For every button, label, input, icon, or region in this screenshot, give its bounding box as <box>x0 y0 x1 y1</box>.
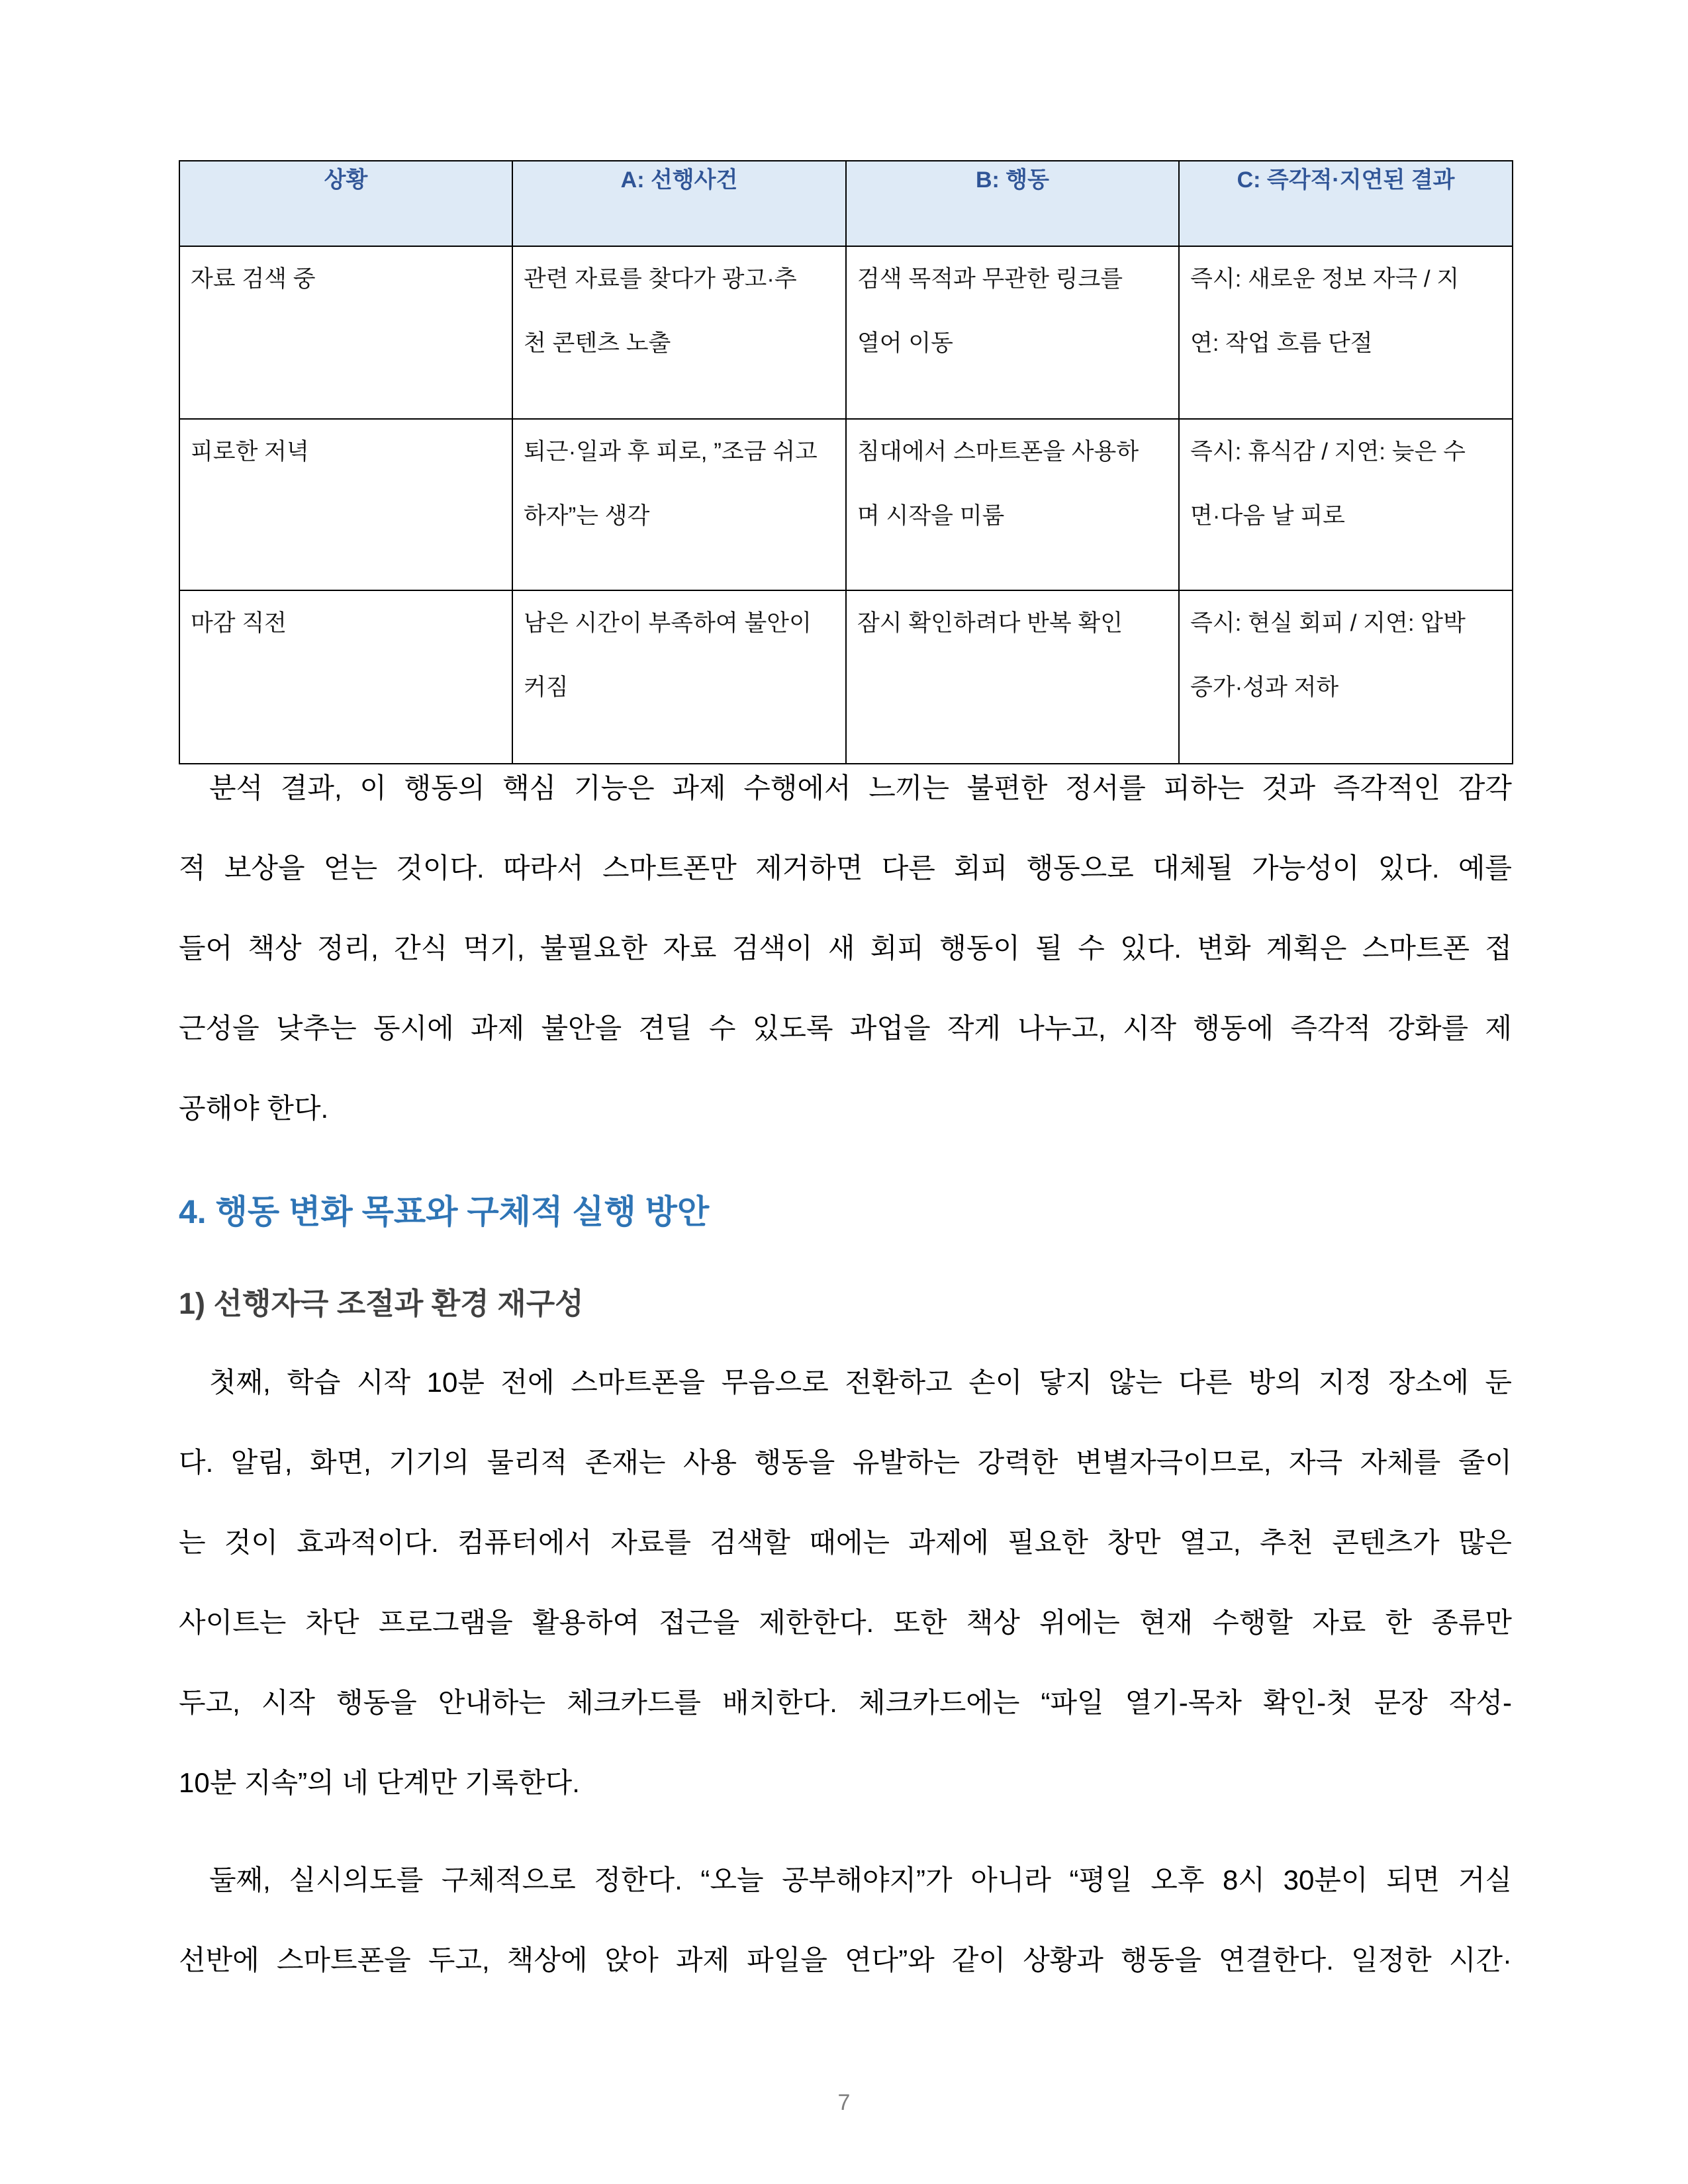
table-cell-consequence <box>1179 246 1513 419</box>
cell-text-line: 하자”는 생각 <box>524 503 650 529</box>
paragraph-line: 선반에 스마트폰을 두고, 책상에 앉아 과제 파일을 연다”와 같이 상황과 행동을 연결한다. 일정한 시간· <box>179 1944 1512 1976</box>
table-cell-antecedent <box>512 590 846 764</box>
table-header-row <box>179 161 1513 246</box>
abc-analysis-table <box>179 160 1513 764</box>
cell-text-line: 열어 이동 <box>857 330 953 356</box>
paragraph-line: 공해야 한다. <box>179 1093 329 1124</box>
body-paragraph-analysis <box>179 748 1512 1148</box>
cell-text-line: 마감 직전 <box>191 610 287 636</box>
cell-text-line: 면·다음 날 피로 <box>1190 503 1345 529</box>
cell-text-line: 며 시작을 미룸 <box>857 503 1005 529</box>
paragraph-line: 들어 책상 정리, 간식 먹기, 불필요한 자료 검색이 새 회피 행동이 될 수 있다. 변화 계획은 스마트폰 접 <box>179 933 1512 964</box>
cell-text-line: 남은 시간이 부족하여 불안이 <box>524 610 812 636</box>
cell-text-line: 증가·성과 저하 <box>1190 674 1339 700</box>
cell-text-line: 퇴근·일과 후 피로, ”조금 쉬고 <box>524 439 818 465</box>
table-row <box>179 246 1513 419</box>
cell-text-line: 침대에서 스마트폰을 사용하 <box>857 439 1139 465</box>
table-cell-antecedent <box>512 246 846 419</box>
table-cell-situation <box>179 419 512 590</box>
cell-text-line: 커짐 <box>524 674 569 700</box>
cell-text-line: 검색 목적과 무관한 링크를 <box>857 266 1123 292</box>
paragraph-line: 첫째, 학습 시작 10분 전에 스마트폰을 무음으로 전환하고 손이 닿지 않는 다른 방의 지정 장소에 둔 <box>209 1367 1512 1398</box>
paragraph-line: 사이트는 차단 프로그램을 활용하여 접근을 제한한다. 또한 책상 위에는 현재 수행할 자료 한 종류만 <box>179 1607 1512 1638</box>
table-cell-antecedent <box>512 419 846 590</box>
subsection-heading: 1) 선행자극 조절과 환경 재구성 <box>179 1287 584 1320</box>
cell-text-line: 천 콘텐츠 노출 <box>524 330 671 356</box>
table-cell-behavior <box>846 419 1179 590</box>
cell-text-line: 피로한 저녁 <box>191 439 309 465</box>
table-header-consequence: C: 즉각적·지연된 결과 <box>1179 161 1513 246</box>
table-header-situation: 상황 <box>179 161 512 246</box>
table-row <box>179 590 1513 764</box>
paragraph-line: 는 것이 효과적이다. 컴퓨터에서 자료를 검색할 때에는 과제에 필요한 창만 열고, 추천 콘텐츠가 많은 <box>179 1527 1512 1558</box>
cell-text-line: 잠시 확인하려다 반복 확인 <box>857 610 1123 636</box>
paragraph-line: 둘째, 실시의도를 구체적으로 정한다. “오늘 공부해야지”가 아니라 “평일 오후 8시 30분이 되면 거실 <box>209 1864 1512 1895</box>
cell-text-line: 연: 작업 흐름 단절 <box>1190 330 1373 356</box>
cell-text-line: 즉시: 현실 회피 / 지연: 압박 <box>1190 610 1466 636</box>
cell-text-line: 관련 자료를 찾다가 광고·추 <box>524 266 797 292</box>
abc-analysis-table-container <box>179 160 1512 764</box>
table-header-behavior: B: 행동 <box>846 161 1179 246</box>
table-cell-consequence <box>1179 590 1513 764</box>
table-cell-situation <box>179 246 512 419</box>
paragraph-line: 10분 지속”의 네 단계만 기록한다. <box>179 1767 580 1798</box>
table-cell-situation <box>179 590 512 764</box>
paragraph-line: 분석 결과, 이 행동의 핵심 기능은 과제 수행에서 느끼는 불편한 정서를 피하는 것과 즉각적인 감각 <box>209 772 1512 803</box>
table-cell-behavior <box>846 590 1179 764</box>
table-cell-behavior <box>846 246 1179 419</box>
table-header-antecedent: A: 선행사건 <box>512 161 846 246</box>
body-paragraph-first <box>179 1342 1512 1823</box>
table-row <box>179 419 1513 590</box>
table-cell-consequence <box>1179 419 1513 590</box>
paragraph-line: 적 보상을 얻는 것이다. 따라서 스마트폰만 제거하면 다른 회피 행동으로 대체될 가능성이 있다. 예를 <box>179 852 1512 884</box>
paragraph-line: 두고, 시작 행동을 안내하는 체크카드를 배치한다. 체크카드에는 “파일 열기-목차 확인-첫 문장 작성- <box>179 1687 1512 1718</box>
section-heading: 4. 행동 변화 목표와 구체적 실행 방안 <box>179 1193 710 1230</box>
page-number: 7 <box>837 2090 851 2115</box>
cell-text-line: 자료 검색 중 <box>191 266 316 292</box>
body-paragraph-second <box>179 1840 1512 2000</box>
paragraph-line: 근성을 낮추는 동시에 과제 불안을 견딜 수 있도록 과업을 작게 나누고, 시작 행동에 즉각적 강화를 제 <box>179 1013 1512 1044</box>
cell-text-line: 즉시: 휴식감 / 지연: 늦은 수 <box>1190 439 1466 465</box>
paragraph-line: 다. 알림, 화면, 기기의 물리적 존재는 사용 행동을 유발하는 강력한 변별자극이므로, 자극 자체를 줄이 <box>179 1447 1512 1478</box>
cell-text-line: 즉시: 새로운 정보 자극 / 지 <box>1190 266 1460 292</box>
